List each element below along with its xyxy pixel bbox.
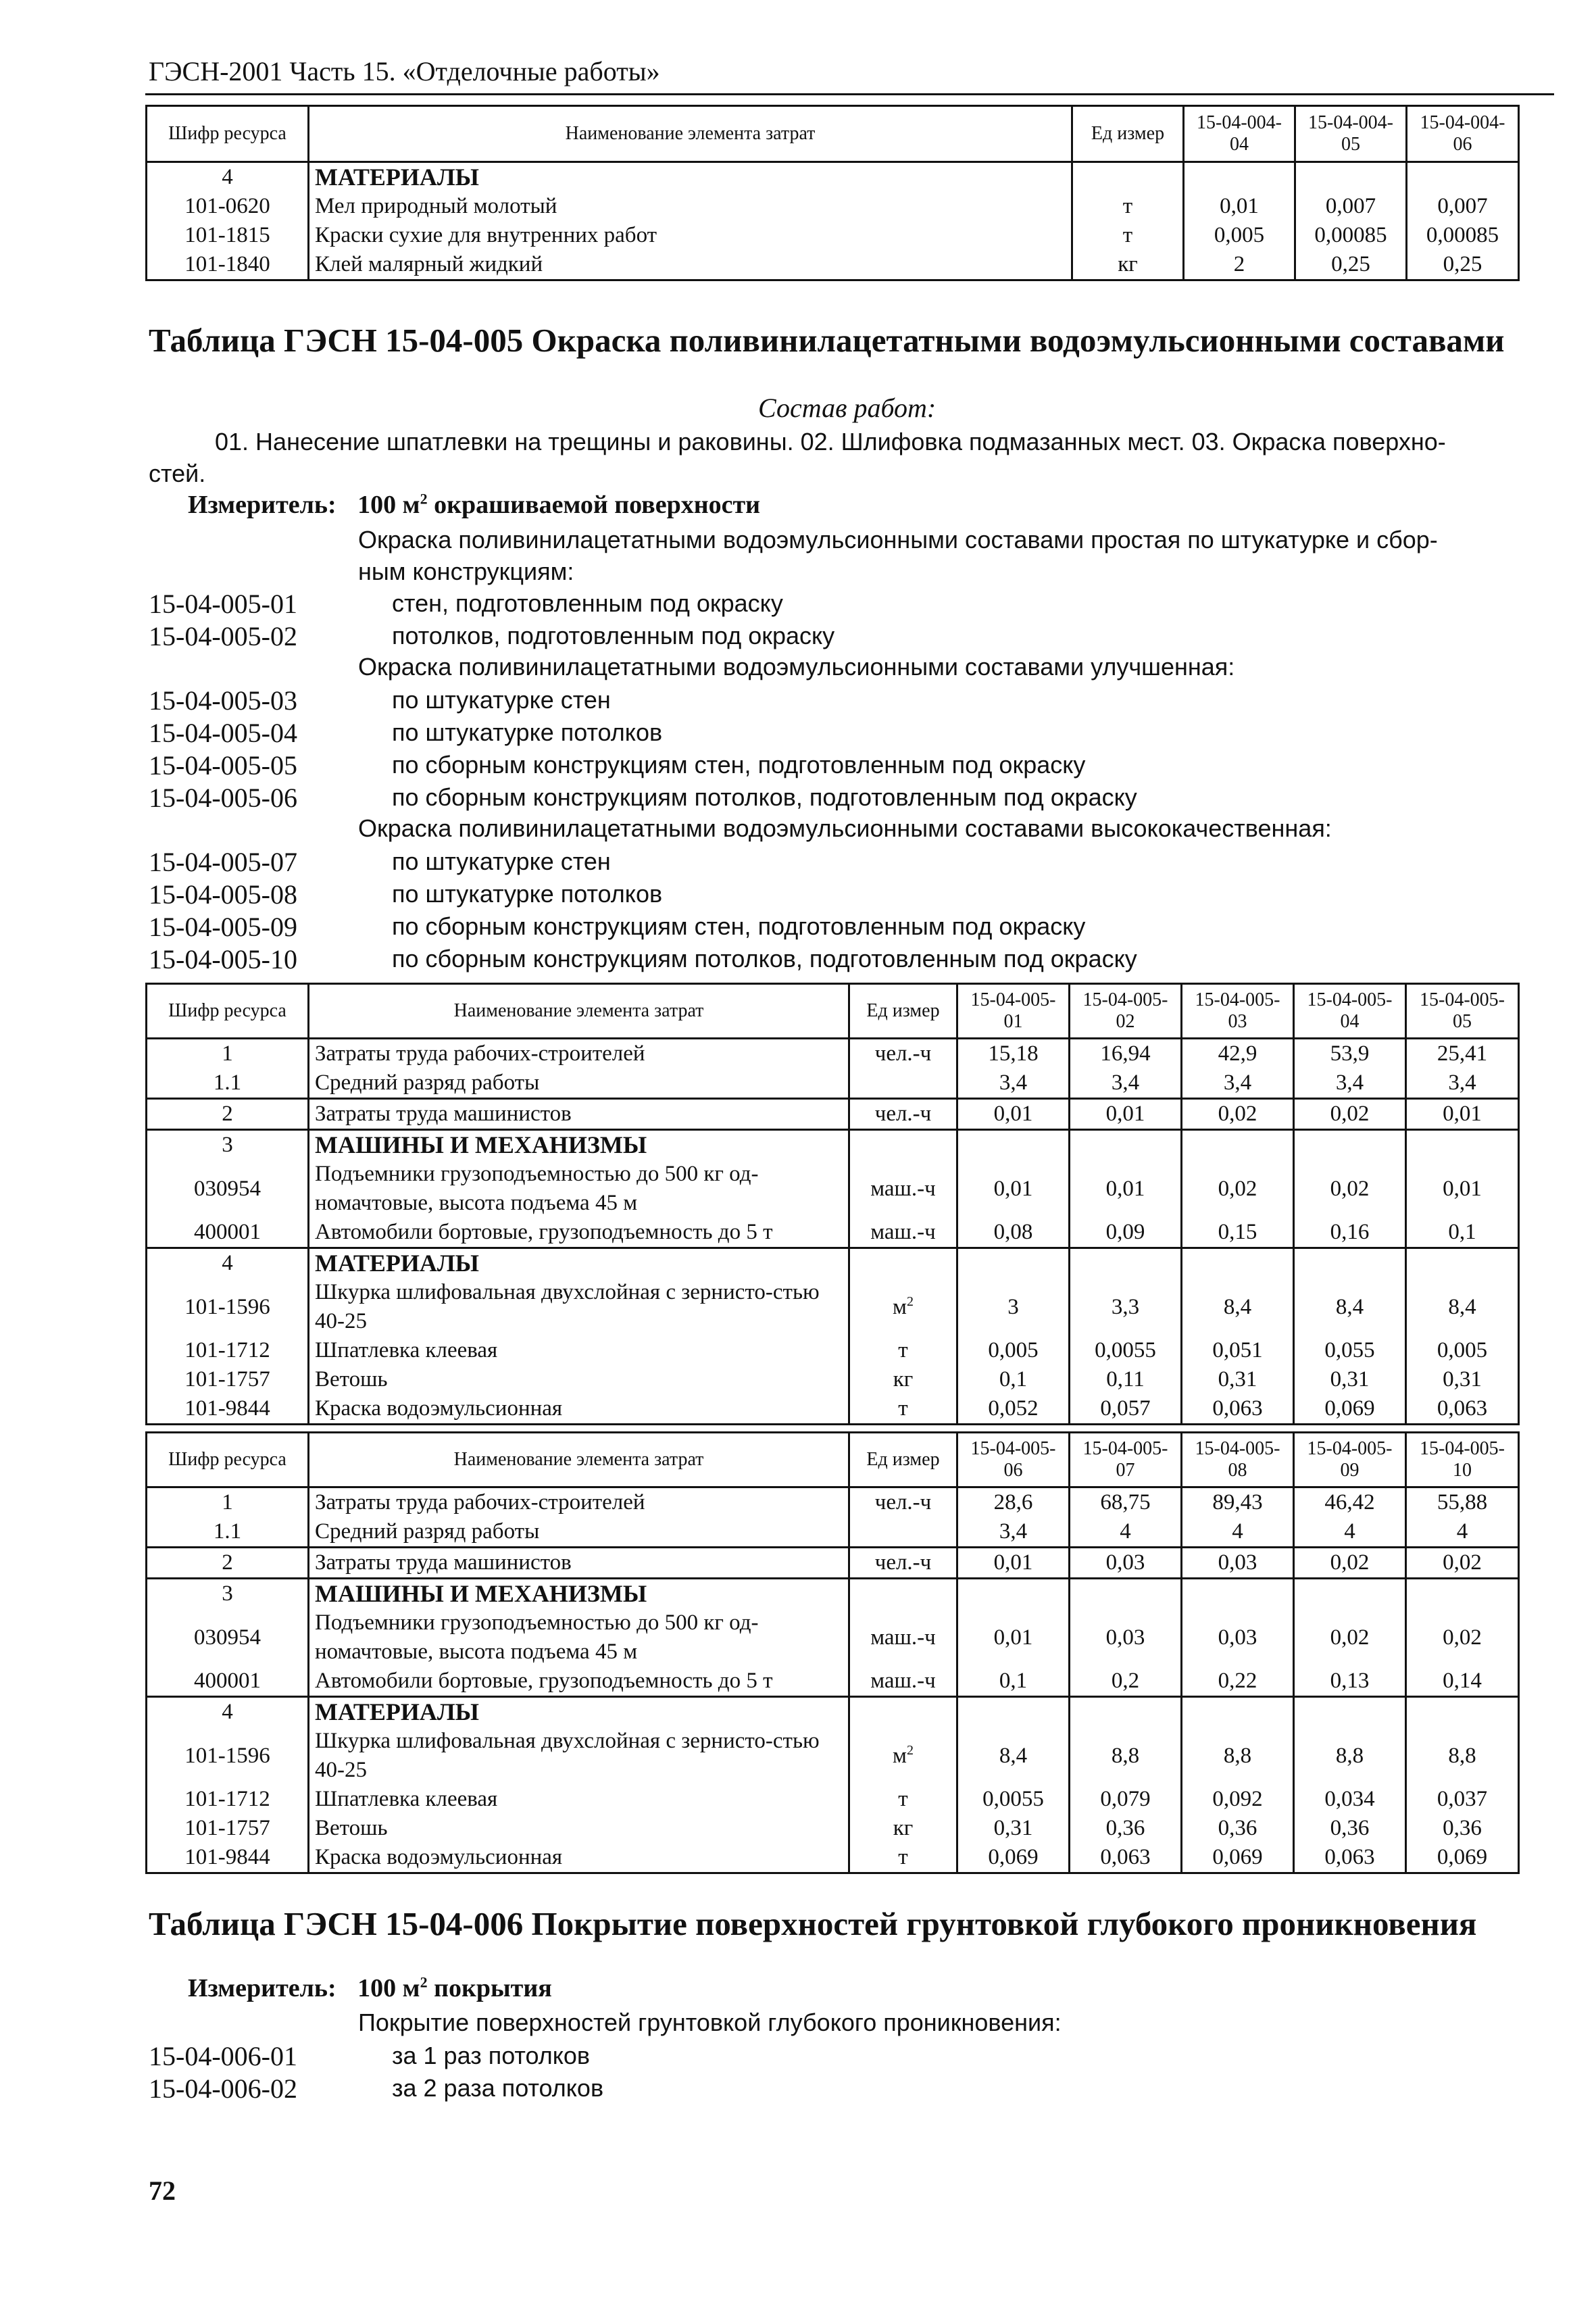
value-cell: 42,9 [1182,1039,1294,1069]
value-cell: 0,0055 [1070,1336,1182,1365]
cost-element-cell: Затраты труда машинистов [309,1548,849,1579]
unit-cell: маш.-ч [849,1608,957,1667]
table-row [147,1517,1519,1548]
value-cell [1070,1579,1182,1609]
cost-element-cell: Ветошь [309,1814,849,1843]
item-text: по сборным конструкциям стен, подготовленным под окраску [392,751,1086,779]
unit-cell [1072,162,1184,193]
value-cell: 0,063 [1070,1843,1182,1873]
unit-cell [849,1517,957,1548]
group-high-quality: Окраска поливинилацетатными водоэмульсионными составами высококачественная: [358,814,1332,842]
resource-code-cell: 4 [147,1697,309,1727]
table-row [147,1278,1519,1336]
value-cell [1182,1130,1294,1160]
value-cell: 3,4 [1294,1068,1406,1099]
table-row [147,1814,1519,1843]
item-code: 15-04-005-01 [149,589,297,619]
value-cell: 0,055 [1294,1336,1406,1365]
item-code: 15-04-005-05 [149,750,297,781]
resource-code-cell: 101-9844 [147,1394,309,1425]
item-code: 15-04-005-08 [149,879,297,910]
table-row [147,1039,1519,1069]
header-norm-code: 15-04-005-08 [1182,1433,1294,1487]
cost-element-cell: Краски сухие для внутренних работ [309,221,1072,250]
value-cell: 2 [1184,250,1295,280]
table-row [147,1218,1519,1248]
item-text: за 1 раз потолков [392,2042,591,2069]
value-cell: 89,43 [1182,1487,1294,1518]
cost-element-cell: Средний разряд работы [309,1517,849,1548]
value-cell: 8,8 [1070,1727,1182,1785]
value-cell: 0,0055 [957,1785,1070,1814]
value-cell: 0,063 [1294,1843,1406,1873]
value-cell [1070,1697,1182,1727]
table-row [147,1548,1519,1579]
value-cell: 15,18 [957,1039,1070,1069]
cost-element-cell: Шкурка шлифовальная двухслойная с зернисто-стью 40-25 [309,1727,849,1785]
value-cell [957,1579,1070,1609]
resource-code-cell: 101-1596 [147,1727,309,1785]
item-code: 15-04-005-02 [149,621,297,651]
item-text: за 2 раза потолков [392,2074,604,2102]
value-cell: 0,01 [957,1099,1070,1130]
cost-element-cell: МАТЕРИАЛЫ [309,1697,849,1727]
cost-element-cell: Затраты труда рабочих-строителей [309,1039,849,1069]
resource-code-cell: 2 [147,1099,309,1130]
table-006-title: Таблица ГЭСН 15-04-006 Покрытие поверхностей грунтовкой глубокого проникновения [149,1905,1477,1942]
resource-code-cell: 1.1 [147,1068,309,1099]
unit-cell: чел.-ч [849,1099,957,1130]
value-cell: 0,037 [1406,1785,1519,1814]
value-cell: 8,4 [957,1727,1070,1785]
measure-value: 100 м [357,1974,420,2002]
value-cell: 3,4 [957,1068,1070,1099]
header-norm-code: 15-04-004-04 [1184,106,1295,162]
item-code: 15-04-006-02 [149,2073,297,2104]
value-cell: 0,31 [957,1814,1070,1843]
value-cell: 0,11 [1070,1365,1182,1394]
value-cell: 25,41 [1406,1039,1519,1069]
page-number: 72 [149,2175,176,2206]
unit-cell: т [849,1843,957,1873]
item-code: 15-04-006-01 [149,2041,297,2071]
cost-element-cell: МАШИНЫ И МЕХАНИЗМЫ [309,1579,849,1609]
value-cell: 0,02 [1294,1548,1406,1579]
resource-table-005-01-05 [145,983,1520,1425]
value-cell: 0,069 [957,1843,1070,1873]
cost-element-cell: Подъемники грузоподъемностью до 500 кг од-номачтовые, высота подъема 45 м [309,1608,849,1667]
value-cell: 68,75 [1070,1487,1182,1518]
unit-cell: маш.-ч [849,1667,957,1697]
value-cell [957,1248,1070,1279]
value-cell: 0,02 [1294,1099,1406,1130]
value-cell: 8,8 [1406,1727,1519,1785]
value-cell [1406,1579,1519,1609]
value-cell: 0,02 [1406,1608,1519,1667]
item-text: по штукатурке потолков [392,880,663,908]
value-cell: 0,057 [1070,1394,1182,1425]
unit-cell [849,1697,957,1727]
item-code: 15-04-005-09 [149,912,297,942]
value-cell: 4 [1406,1517,1519,1548]
top-resource-table [145,105,1520,281]
resource-code-cell: 030954 [147,1608,309,1667]
item-text: стен, подготовленным под окраску [392,589,783,617]
value-cell: 0,069 [1406,1843,1519,1873]
value-cell [1184,162,1295,193]
sostav-label: Состав работ: [758,393,937,423]
unit-cell: т [849,1336,957,1365]
table-row [147,1667,1519,1697]
value-cell [1295,162,1407,193]
table-row [147,1487,1519,1518]
value-cell: 0,005 [1184,221,1295,250]
cost-element-cell: Шпатлевка клеевая [309,1785,849,1814]
table-row [147,1336,1519,1365]
header-norm-code: 15-04-005-07 [1070,1433,1182,1487]
value-cell [957,1697,1070,1727]
value-cell [1406,1248,1519,1279]
table-row [147,1160,1519,1218]
resource-code-cell: 1.1 [147,1517,309,1548]
unit-cell: чел.-ч [849,1039,957,1069]
value-cell: 0,01 [957,1548,1070,1579]
header-resource-code: Шифр ресурса [147,106,309,162]
value-cell: 8,8 [1294,1727,1406,1785]
header-norm-code: 15-04-005-09 [1294,1433,1406,1487]
cost-element-cell: Автомобили бортовые, грузоподъемность до 5 т [309,1667,849,1697]
value-cell [1407,162,1519,193]
unit-cell: т [849,1785,957,1814]
header-unit: Ед измер [1072,106,1184,162]
value-cell: 0,02 [1182,1099,1294,1130]
resource-code-cell: 101-1712 [147,1336,309,1365]
value-cell: 0,1 [957,1365,1070,1394]
value-cell: 0,069 [1182,1843,1294,1873]
value-cell [1182,1697,1294,1727]
cost-element-cell: Краска водоэмульсионная [309,1843,849,1873]
measure-line-006 [188,1973,552,2003]
measure-rest: окрашиваемой поверхности [427,491,761,519]
value-cell [1294,1130,1406,1160]
resource-code-cell: 101-1840 [147,250,309,280]
value-cell: 0,36 [1294,1814,1406,1843]
item-code: 15-04-005-03 [149,685,297,716]
group-simple-line-2: ным конструкциям: [358,558,574,585]
value-cell: 0,15 [1182,1218,1294,1248]
item-text: потолков, подготовленным под окраску [392,622,835,649]
value-cell [1182,1579,1294,1609]
item-text: по сборным конструкциям потолков, подготовленным под окраску [392,783,1137,811]
value-cell: 4 [1294,1517,1406,1548]
value-cell: 0,03 [1182,1548,1294,1579]
measure-value: 100 м [357,491,420,519]
header-unit: Ед измер [849,984,957,1039]
page-header: ГЭСН-2001 Часть 15. «Отделочные работы» [149,56,660,87]
table-row [147,1248,1519,1279]
resource-table-005-06-10 [145,1431,1520,1874]
value-cell: 0,14 [1406,1667,1519,1697]
item-text: по штукатурке потолков [392,718,663,746]
value-cell [1070,1130,1182,1160]
value-cell: 0,1 [1406,1218,1519,1248]
cost-element-cell: Затраты труда рабочих-строителей [309,1487,849,1518]
table-row [147,1068,1519,1099]
value-cell: 0,00085 [1407,221,1519,250]
value-cell: 3 [957,1278,1070,1336]
value-cell: 0,22 [1182,1667,1294,1697]
value-cell [1294,1579,1406,1609]
value-cell: 0,01 [1070,1160,1182,1218]
unit-cell: маш.-ч [849,1218,957,1248]
value-cell [957,1130,1070,1160]
value-cell: 3,4 [1406,1068,1519,1099]
measure-sup: 2 [420,1973,428,1991]
value-cell: 0,16 [1294,1218,1406,1248]
table-row [147,221,1519,250]
group-primer: Покрытие поверхностей грунтовкой глубокого проникновения: [358,2009,1062,2036]
cost-element-cell: Подъемники грузоподъемностью до 500 кг од-номачтовые, высота подъема 45 м [309,1160,849,1218]
sostav-text-line-2: стей. [149,460,206,487]
resource-code-cell: 400001 [147,1667,309,1697]
cost-element-cell: МАТЕРИАЛЫ [309,1248,849,1279]
value-cell: 0,079 [1070,1785,1182,1814]
value-cell: 0,005 [1406,1336,1519,1365]
header-norm-code: 15-04-005-05 [1406,984,1519,1039]
table-row [147,1697,1519,1727]
value-cell [1406,1130,1519,1160]
value-cell: 0,36 [1182,1814,1294,1843]
header-norm-code: 15-04-004-06 [1407,106,1519,162]
unit-cell: маш.-ч [849,1160,957,1218]
value-cell [1070,1248,1182,1279]
unit-cell: кг [849,1365,957,1394]
value-cell: 0,007 [1407,192,1519,221]
item-text: по сборным конструкциям стен, подготовленным под окраску [392,912,1086,940]
value-cell: 16,94 [1070,1039,1182,1069]
unit-cell: чел.-ч [849,1548,957,1579]
value-cell: 0,03 [1070,1548,1182,1579]
measure-line-005 [188,490,760,520]
value-cell: 0,31 [1182,1365,1294,1394]
value-cell: 0,092 [1182,1785,1294,1814]
header-norm-code: 15-04-005-06 [957,1433,1070,1487]
header-norm-code: 15-04-005-02 [1070,984,1182,1039]
cost-element-cell: Шпатлевка клеевая [309,1336,849,1365]
value-cell: 55,88 [1406,1487,1519,1518]
value-cell: 0,01 [1070,1099,1182,1130]
table-row [147,1608,1519,1667]
table-005-title: Таблица ГЭСН 15-04-005 Окраска поливинилацетатными водоэмульсионными составами [149,322,1505,359]
value-cell [1294,1248,1406,1279]
table-row [147,1099,1519,1130]
unit-cell [849,1579,957,1609]
cost-element-cell: Краска водоэмульсионная [309,1394,849,1425]
table-row [147,1394,1519,1425]
value-cell: 0,051 [1182,1336,1294,1365]
cost-element-cell: Затраты труда машинистов [309,1099,849,1130]
value-cell: 46,42 [1294,1487,1406,1518]
cost-element-cell: Ветошь [309,1365,849,1394]
cost-element-cell: Мел природный молотый [309,192,1072,221]
header-resource-code: Шифр ресурса [147,984,309,1039]
value-cell: 0,005 [957,1336,1070,1365]
value-cell: 0,03 [1070,1608,1182,1667]
group-simple-line-1: Окраска поливинилацетатными водоэмульсионными составами простая по штукатурке и сбор- [358,526,1438,553]
header-unit: Ед измер [849,1433,957,1487]
item-text: по штукатурке стен [392,686,611,714]
value-cell: 0,02 [1182,1160,1294,1218]
sostav-text-line-1: 01. Нанесение шпатлевки на трещины и раковины. 02. Шлифовка подмазанных мест. 03. Окраска поверхно- [215,428,1446,456]
resource-code-cell: 4 [147,1248,309,1279]
header-resource-code: Шифр ресурса [147,1433,309,1487]
value-cell: 28,6 [957,1487,1070,1518]
value-cell: 0,2 [1070,1667,1182,1697]
value-cell: 0,25 [1407,250,1519,280]
resource-code-cell: 101-0620 [147,192,309,221]
group-improved: Окраска поливинилацетатными водоэмульсионными составами улучшенная: [358,653,1235,681]
value-cell: 3,4 [1070,1068,1182,1099]
unit-cell: т [849,1394,957,1425]
value-cell: 0,034 [1294,1785,1406,1814]
value-cell: 0,09 [1070,1218,1182,1248]
cost-element-cell: МАШИНЫ И МЕХАНИЗМЫ [309,1130,849,1160]
value-cell: 4 [1182,1517,1294,1548]
unit-cell: кг [849,1814,957,1843]
resource-code-cell: 3 [147,1130,309,1160]
value-cell [1182,1248,1294,1279]
header-cost-element: Наименование элемента затрат [309,984,849,1039]
value-cell: 0,01 [957,1608,1070,1667]
cost-element-cell: Средний разряд работы [309,1068,849,1099]
value-cell: 0,03 [1182,1608,1294,1667]
value-cell: 0,13 [1294,1667,1406,1697]
resource-code-cell: 1 [147,1487,309,1518]
header-norm-code: 15-04-005-04 [1294,984,1406,1039]
item-text: по сборным конструкциям потолков, подготовленным под окраску [392,945,1137,973]
resource-code-cell: 1 [147,1039,309,1069]
measure-rest: покрытия [427,1974,552,2002]
table-row [147,1579,1519,1609]
resource-code-cell: 4 [147,162,309,193]
table-row [147,1365,1519,1394]
value-cell: 0,25 [1295,250,1407,280]
unit-cell: т [1072,192,1184,221]
value-cell: 0,02 [1294,1608,1406,1667]
value-cell: 0,063 [1182,1394,1294,1425]
item-code: 15-04-005-10 [149,944,297,975]
unit-cell: т [1072,221,1184,250]
value-cell: 8,4 [1406,1278,1519,1336]
header-norm-code: 15-04-005-10 [1406,1433,1519,1487]
value-cell: 0,01 [957,1160,1070,1218]
unit-cell [849,1068,957,1099]
table-row [147,162,1519,193]
resource-code-cell: 101-1596 [147,1278,309,1336]
item-code: 15-04-005-06 [149,783,297,813]
value-cell: 3,4 [1182,1068,1294,1099]
measure-label: Измеритель: [188,1974,336,2002]
value-cell: 0,01 [1406,1099,1519,1130]
header-norm-code: 15-04-004-05 [1295,106,1407,162]
value-cell: 3,4 [957,1517,1070,1548]
unit-cell [849,1248,957,1279]
value-cell: 53,9 [1294,1039,1406,1069]
unit-cell: чел.-ч [849,1487,957,1518]
resource-code-cell: 400001 [147,1218,309,1248]
resource-code-cell: 101-1757 [147,1814,309,1843]
value-cell: 8,8 [1182,1727,1294,1785]
value-cell: 0,052 [957,1394,1070,1425]
value-cell: 0,00085 [1295,221,1407,250]
unit-cell: $м^2$ [849,1278,957,1336]
value-cell [1406,1697,1519,1727]
resource-code-cell: 101-1712 [147,1785,309,1814]
value-cell: 3,3 [1070,1278,1182,1336]
header-cost-element: Наименование элемента затрат [309,1433,849,1487]
table-row [147,1130,1519,1160]
resource-code-cell: 101-1815 [147,221,309,250]
value-cell: 0,007 [1295,192,1407,221]
measure-label: Измеритель: [188,491,336,519]
value-cell: 0,063 [1406,1394,1519,1425]
item-code: 15-04-005-07 [149,847,297,877]
header-norm-code: 15-04-005-03 [1182,984,1294,1039]
value-cell [1294,1697,1406,1727]
unit-cell: $м^2$ [849,1727,957,1785]
value-cell: 0,31 [1406,1365,1519,1394]
value-cell: 0,01 [1406,1160,1519,1218]
value-cell: 0,1 [957,1667,1070,1697]
value-cell: 0,02 [1294,1160,1406,1218]
value-cell: 0,069 [1294,1394,1406,1425]
cost-element-cell: Автомобили бортовые, грузоподъемность до 5 т [309,1218,849,1248]
resource-code-cell: 101-9844 [147,1843,309,1873]
table-row [147,1727,1519,1785]
value-cell: 0,36 [1070,1814,1182,1843]
header-cost-element: Наименование элемента затрат [309,106,1072,162]
cost-element-cell: МАТЕРИАЛЫ [309,162,1072,193]
value-cell: 0,08 [957,1218,1070,1248]
table-row [147,250,1519,280]
cost-element-cell: Шкурка шлифовальная двухслойная с зернисто-стью 40-25 [309,1278,849,1336]
header-norm-code: 15-04-005-01 [957,984,1070,1039]
table-row [147,1785,1519,1814]
resource-code-cell: 3 [147,1579,309,1609]
value-cell: 0,36 [1406,1814,1519,1843]
table-row [147,192,1519,221]
item-text: по штукатурке стен [392,847,611,875]
header-rule [145,93,1554,95]
resource-code-cell: 030954 [147,1160,309,1218]
resource-code-cell: 101-1757 [147,1365,309,1394]
cost-element-cell: Клей малярный жидкий [309,250,1072,280]
value-cell: 0,02 [1406,1548,1519,1579]
resource-code-cell: 2 [147,1548,309,1579]
item-code: 15-04-005-04 [149,718,297,748]
value-cell: 8,4 [1182,1278,1294,1336]
value-cell: 8,4 [1294,1278,1406,1336]
unit-cell [849,1130,957,1160]
measure-sup: 2 [420,490,428,508]
table-row [147,1843,1519,1873]
unit-cell: кг [1072,250,1184,280]
value-cell: 4 [1070,1517,1182,1548]
value-cell: 0,31 [1294,1365,1406,1394]
value-cell: 0,01 [1184,192,1295,221]
